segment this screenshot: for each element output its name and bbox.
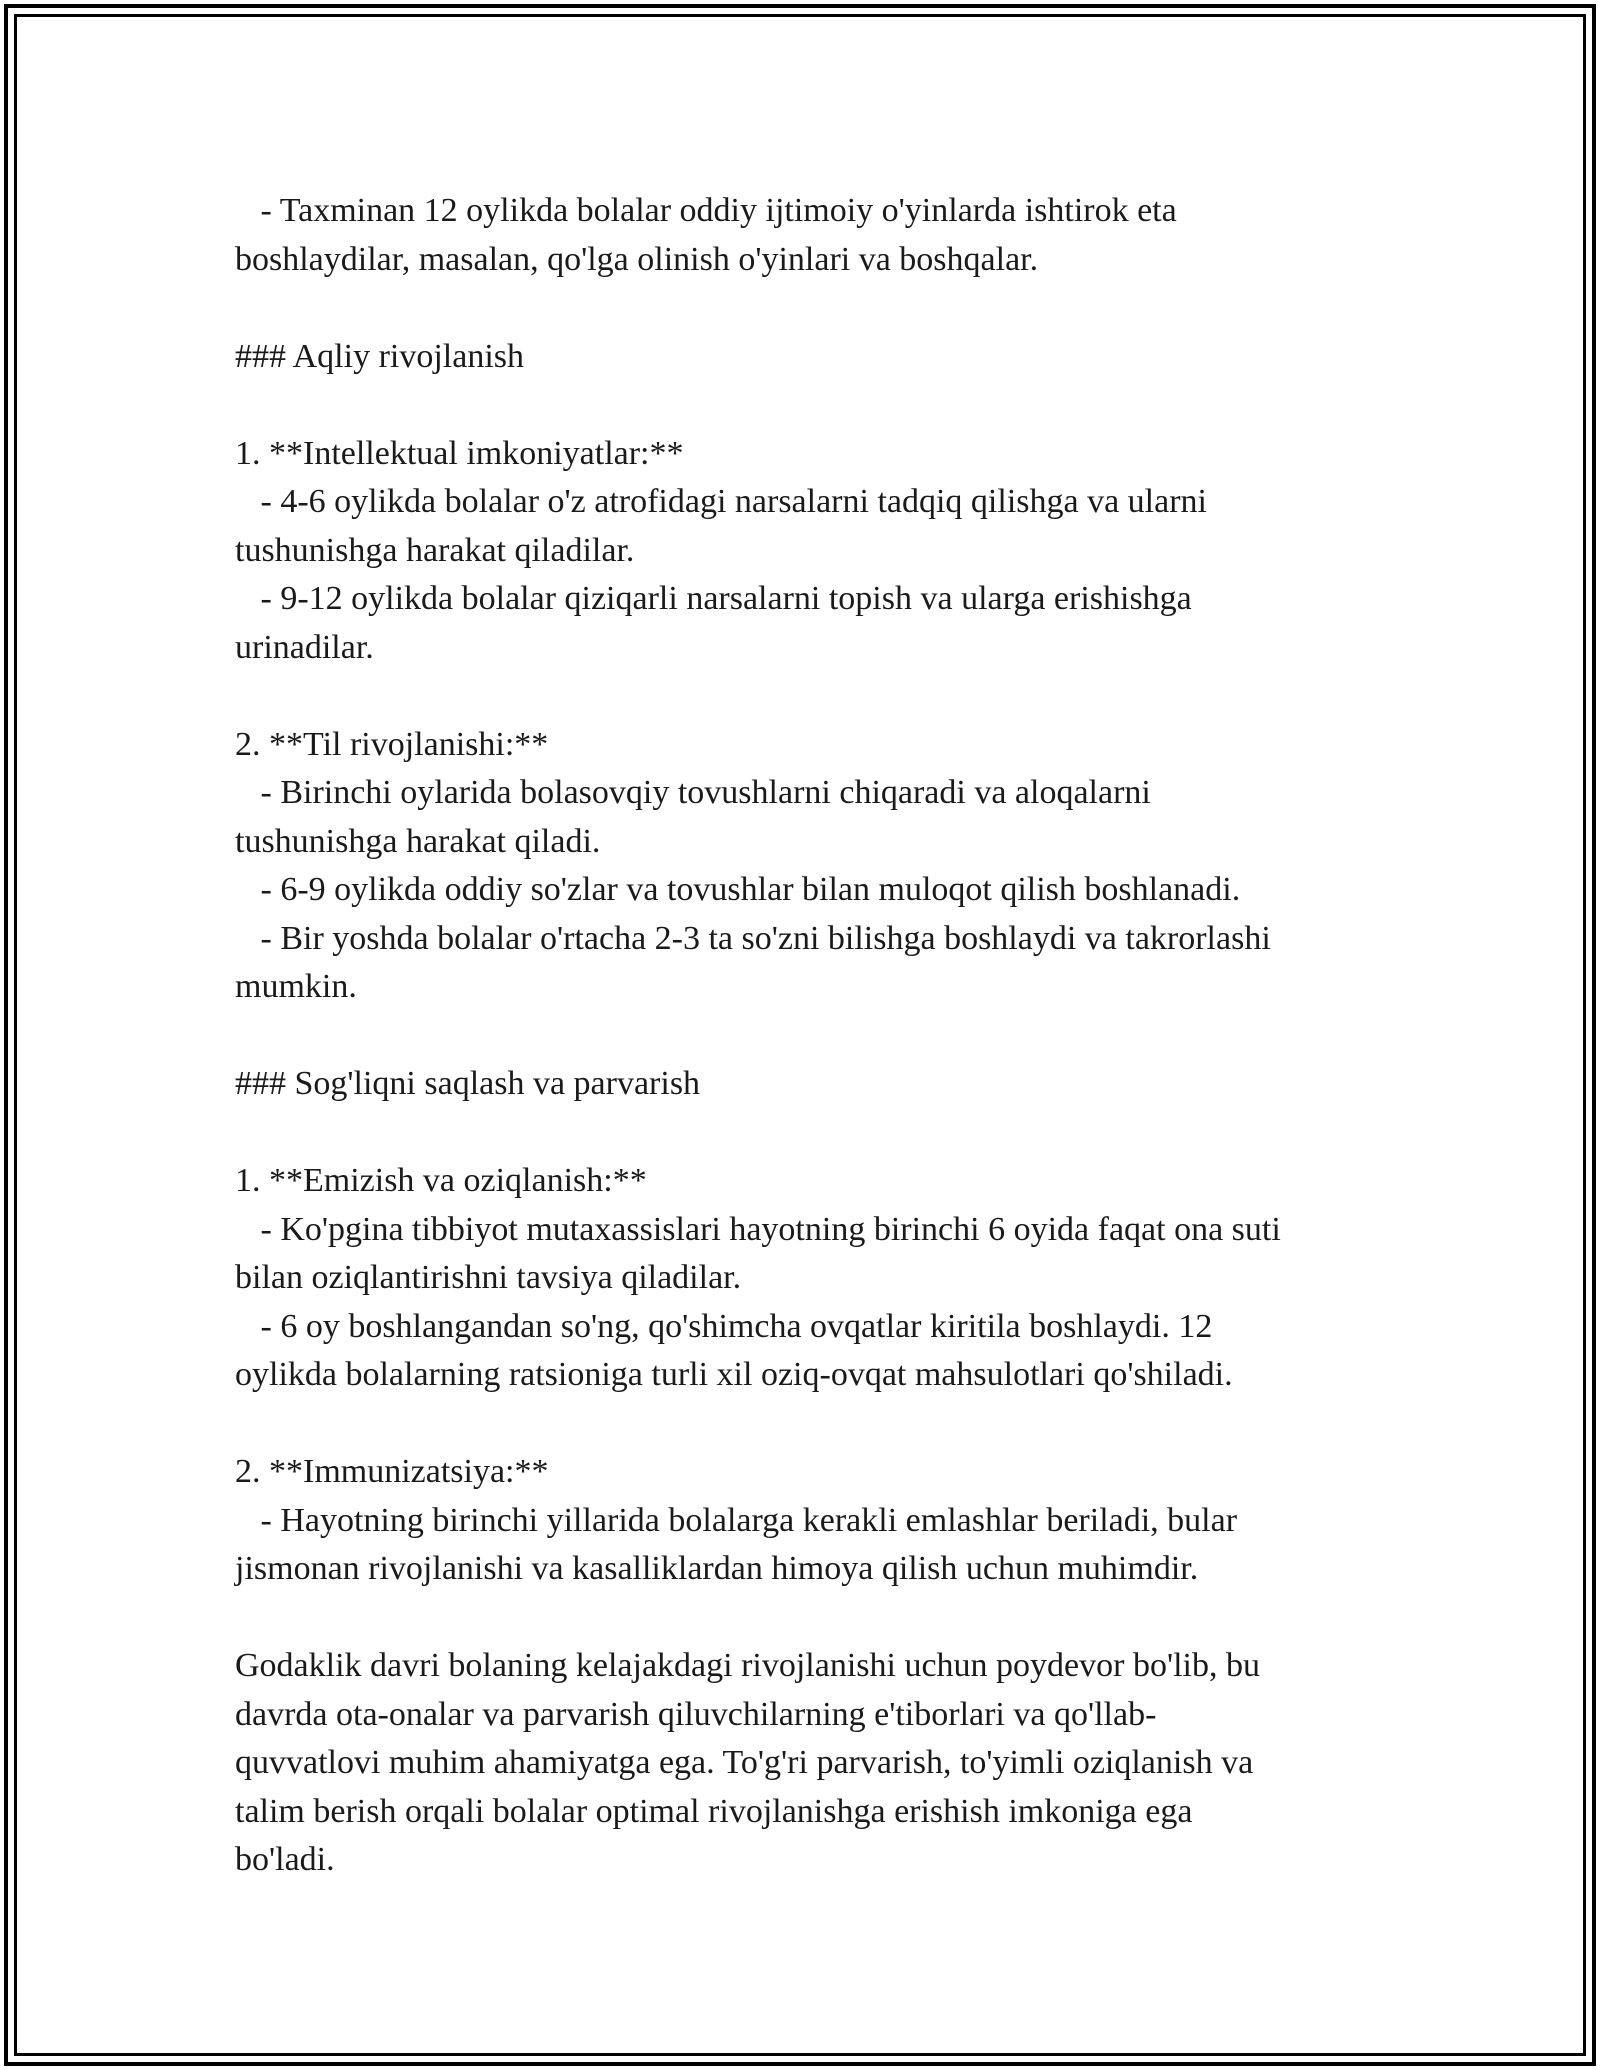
text-line: Godaklik davri bolaning kelajakdagi rivojlanishi uchun poydevor bo'lib, bu — [235, 1647, 1260, 1684]
list-item-heading: 1. **Intellektual imkoniyatlar:** — [235, 434, 684, 472]
text-line: bilan oziqlantirishni tavsiya qiladilar. — [235, 1259, 742, 1296]
blank-line — [235, 672, 1395, 721]
list-item-heading: 2. **Til rivojlanishi:** — [235, 725, 549, 763]
text-line: - 6 oy boshlangandan so'ng, qo'shimcha ovqatlar kiritila boshlaydi. 12 — [235, 1307, 1213, 1345]
blank-line — [235, 1109, 1395, 1158]
text-line: - 9-12 oylikda bolalar qiziqarli narsalarni topish va ularga erishishga — [235, 580, 1192, 617]
section-heading: ### Sog'liqni saqlash va parvarish — [235, 1065, 701, 1102]
list-item-heading: 2. **Immunizatsiya:** — [235, 1453, 549, 1490]
text-line: boshlaydilar, masalan, qo'lga olinish o'yinlari va boshqalar. — [235, 240, 1039, 278]
blank-line — [235, 1400, 1395, 1449]
document-body — [235, 187, 1395, 1885]
text-line: - Birinchi oylarida bolasovqiy tovushlarni chiqaradi va aloqalarni — [235, 774, 1151, 811]
blank-line — [235, 1012, 1395, 1061]
blank-line — [235, 1594, 1395, 1643]
text-line: jismonan rivojlanishi va kasalliklardan himoya qilish uchun muhimdir. — [235, 1550, 1199, 1587]
text-line: - Taxminan 12 oylikda bolalar oddiy ijtimoiy o'yinlarda ishtirok eta — [235, 192, 1177, 229]
text-line: davrda ota-onalar va parvarish qiluvchilarning e'tiborlari va qo'llab- — [235, 1695, 1157, 1733]
blank-line — [235, 284, 1395, 333]
text-line: - 6-9 oylikda oddiy so'zlar va tovushlar bilan muloqot qilish boshlanadi. — [235, 871, 1241, 908]
text-line: talim berish orqali bolalar optimal rivojlanishga erishish imkoniga ega — [235, 1792, 1193, 1830]
blank-line — [235, 381, 1395, 430]
text-line: tushunishga harakat qiladi. — [235, 822, 601, 860]
section-heading: ### Aqliy rivojlanish — [235, 337, 524, 375]
text-line: bo'ladi. — [235, 1841, 335, 1878]
text-line: tushunishga harakat qiladilar. — [235, 531, 635, 569]
text-line: - Hayotning birinchi yillarida bolalarga kerakli emlashlar beriladi, bular — [235, 1501, 1238, 1539]
text-line: quvvatlovi muhim ahamiyatga ega. To'g'ri parvarish, to'yimli oziqlanish va — [235, 1744, 1254, 1781]
text-line: - 4-6 oylikda bolalar o'z atrofidagi narsalarni tadqiq qilishga va ularni — [235, 483, 1207, 520]
text-line: oylikda bolalarning ratsioniga turli xil oziq-ovqat mahsulotlari qo'shiladi. — [235, 1356, 1233, 1393]
text-line: - Bir yoshda bolalar o'rtacha 2-3 ta so'zni bilishga boshlaydi va takrorlashi — [235, 919, 1271, 957]
text-line: urinadilar. — [235, 628, 374, 666]
text-line: - Ko'pgina tibbiyot mutaxassislari hayotning birinchi 6 oyida faqat ona suti — [235, 1210, 1281, 1248]
text-line: mumkin. — [235, 968, 357, 1005]
list-item-heading: 1. **Emizish va oziqlanish:** — [235, 1162, 647, 1199]
